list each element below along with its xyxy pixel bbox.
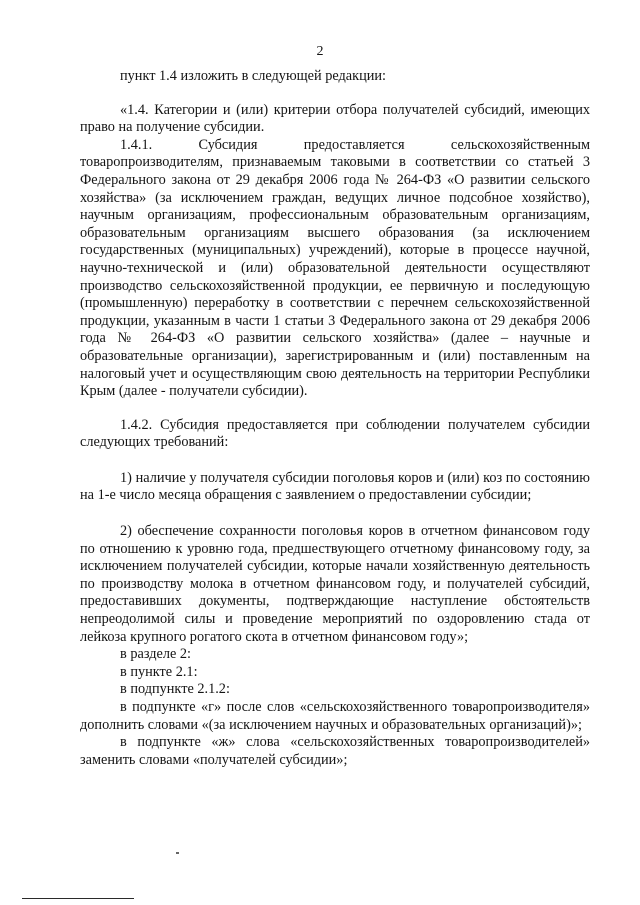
paragraph-section-2: в разделе 2: bbox=[120, 646, 192, 663]
paragraph-point-2-1: в пункте 2.1: bbox=[120, 663, 198, 680]
scan-speck bbox=[176, 852, 179, 854]
paragraph-amendment-g: в подпункте «г» после слов «сельскохозяйственного товаропроизводителя» дополнить словами «(за исключением научных и образовательных организаций)»; bbox=[80, 699, 590, 733]
paragraph-section-1-4-2: 1.4.2. Субсидия предоставляется при соблюдении получателем субсидии следующих требований: bbox=[80, 416, 590, 451]
paragraph-requirement-1: 1) наличие у получателя субсидии поголовья коров и (или) коз по состоянию на 1-е число месяца обращения с заявлением о предоставлении субсидии; bbox=[80, 469, 590, 504]
page-number: 2 bbox=[316, 44, 324, 59]
paragraph-section-1-4-1: 1.4.1. Субсидия предоставляется сельскохозяйственным товаропроизводителям, признаваемым таковыми в соответствии со статьей 3 Федерального закона от 29 декабря 2006 года № 264-ФЗ «О развитии сельского хозяйства» (за исключением граждан, ведущих личное подсобное хозяйство), научным организациям, профессиональным образовательным организациям, образовательным организациям высшего образования (за исключением государственных (муниципальных) учреждений), которые в процессе научной, научно-технической и (или) образовательной деятельности осуществляют производство сельскохозяйственной продукции, ее первичную и последующую (промышленную) переработку в соответствии с перечнем сельскохозяйственной продукции, указанным в части 1 статьи 3 Федерального закона от 29 декабря 2006 года № 264-ФЗ «О развитии сельского хозяйства» (далее – научные и образовательные организации), зарегистрированным и (или) поставленным на налоговый учет и осуществляющим свою деятельность на территории Республики Крым (далее - получатели субсидии). bbox=[80, 136, 590, 400]
paragraph-requirement-2: 2) обеспечение сохранности поголовья коров в отчетном финансовом году по отношению к уровню года, предшествующего отчетному финансовому году, за исключением получателей субсидии, которые начали хозяйственную деятельность по производству молока в отчетном финансовом году, и получателей субсидий, предоставивших документы, подтверждающие наступление обстоятельств непреодолимой силы и проведение мероприятий по оздоровлению стада от лейкоза крупного рогатого скота в отчетном финансовом году»; bbox=[80, 523, 590, 645]
paragraph-subpoint-2-1-2: в подпункте 2.1.2: bbox=[120, 681, 230, 698]
paragraph-clause-intro: пункт 1.4 изложить в следующей редакции: bbox=[120, 68, 387, 84]
paragraph-amendment-zh: в подпункте «ж» слова «сельскохозяйственных товаропроизводителей» заменить словами «получателей субсидии»; bbox=[80, 734, 590, 768]
document-body bbox=[80, 68, 590, 769]
paragraph-section-1-4-title: «1.4. Категории и (или) критерии отбора получателей субсидий, имеющих право на получение субсидии. bbox=[80, 101, 590, 136]
footnote-divider bbox=[22, 898, 134, 899]
